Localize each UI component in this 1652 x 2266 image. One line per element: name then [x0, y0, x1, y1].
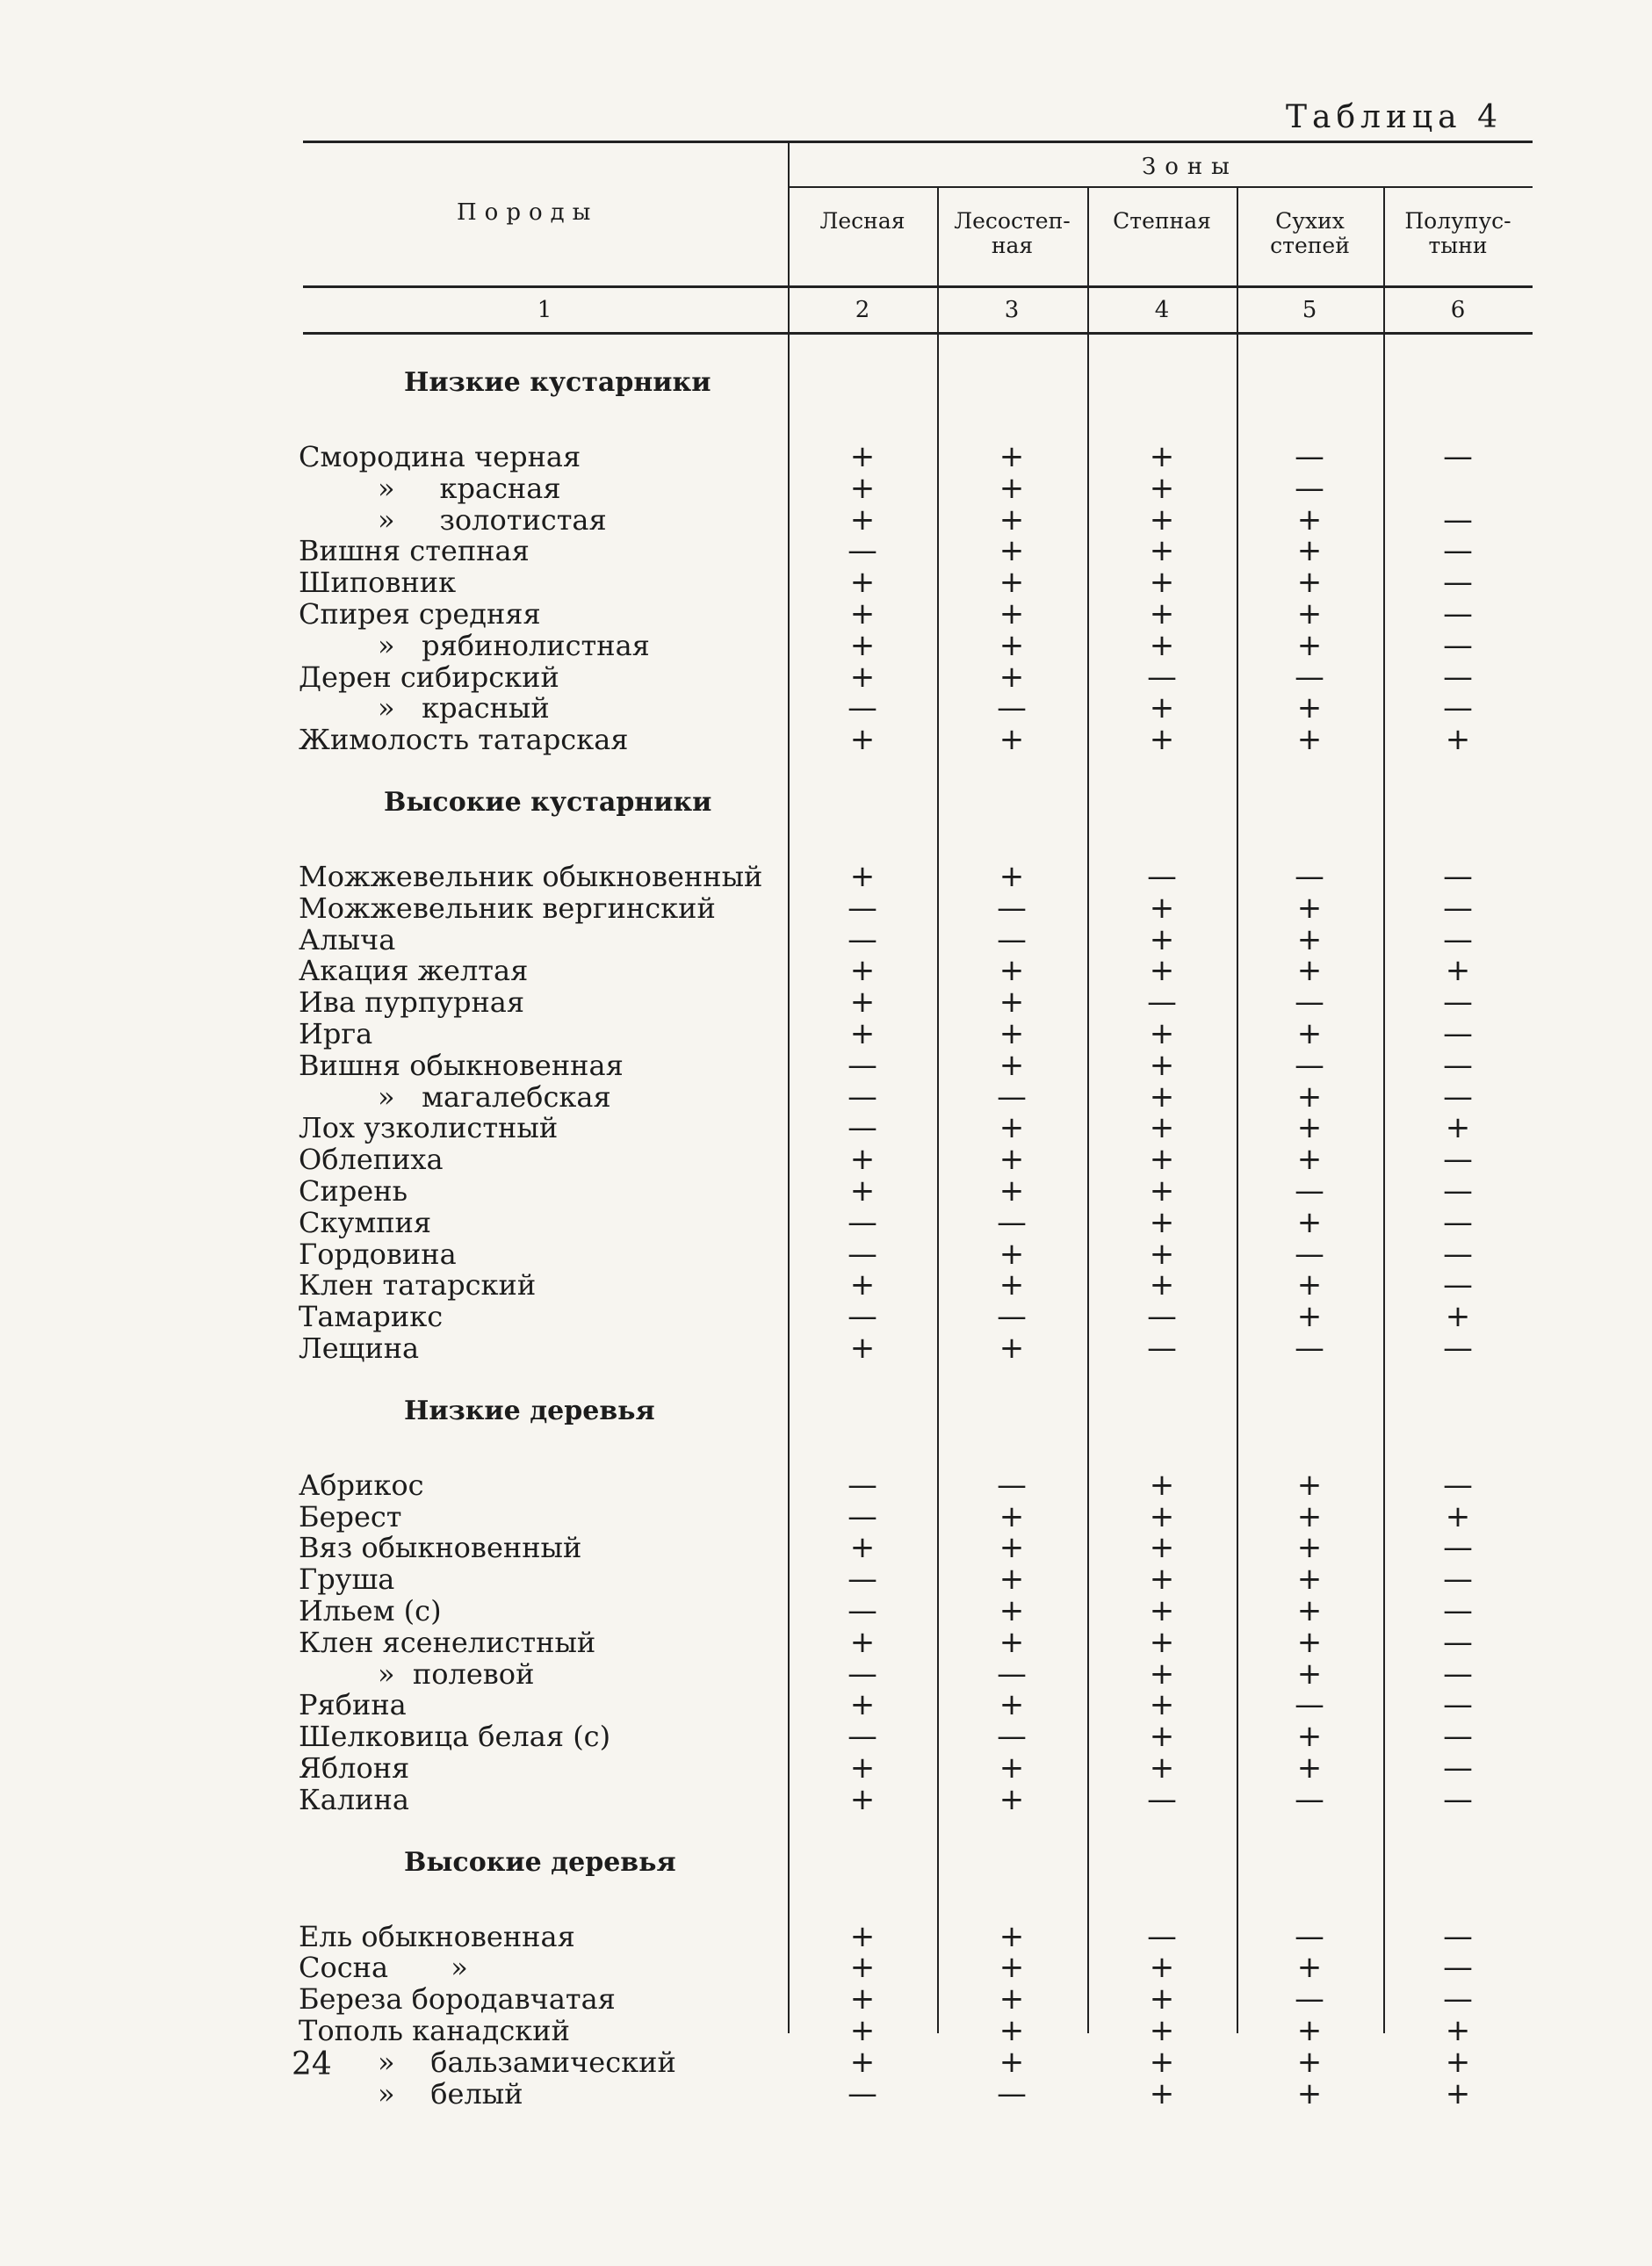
- presence-mark: +: [849, 985, 876, 1021]
- absence-mark: —: [1443, 1079, 1473, 1115]
- presence-mark: +: [1296, 2013, 1323, 2048]
- presence-mark: +: [1296, 1950, 1323, 1986]
- species-name: Шелковица белая (с): [299, 1720, 611, 1754]
- presence-mark: +: [1445, 1299, 1471, 1335]
- species-name: » белый: [378, 2076, 523, 2111]
- absence-mark: —: [1443, 1047, 1473, 1083]
- absence-mark: —: [1295, 1047, 1324, 1083]
- presence-mark: +: [1445, 2044, 1471, 2080]
- absence-mark: —: [1147, 859, 1177, 894]
- presence-mark: +: [1149, 533, 1175, 569]
- species-name: Можжевельник обыкновенный: [299, 860, 763, 893]
- presence-mark: +: [1296, 502, 1323, 538]
- presence-mark: +: [1149, 953, 1175, 989]
- species-name: Яблоня: [299, 1751, 410, 1785]
- presence-mark: +: [849, 1918, 876, 1954]
- absence-mark: —: [1443, 533, 1473, 569]
- presence-mark: +: [1149, 1750, 1175, 1786]
- presence-mark: +: [1296, 690, 1323, 726]
- presence-mark: +: [1296, 1719, 1323, 1755]
- species-name: Берест: [299, 1499, 402, 1534]
- presence-mark: +: [1149, 1530, 1175, 1566]
- presence-mark: +: [1149, 470, 1175, 506]
- presence-mark: +: [999, 1781, 1025, 1817]
- species-name: » полевой: [378, 1656, 535, 1691]
- column-divider: [1087, 334, 1089, 2033]
- absence-mark: —: [848, 1236, 877, 1272]
- absence-mark: —: [1443, 565, 1473, 601]
- presence-mark: +: [1149, 1173, 1175, 1209]
- species-name: Гордовина: [299, 1237, 457, 1271]
- section-title: Низкие деревья: [404, 1395, 655, 1426]
- presence-mark: +: [1149, 2044, 1175, 2080]
- species-name: » магалебская: [378, 1079, 611, 1114]
- absence-mark: —: [1295, 985, 1324, 1021]
- absence-mark: —: [1443, 596, 1473, 631]
- species-name: Груша: [299, 1562, 395, 1597]
- zone-header-4: Сухих степей: [1270, 208, 1350, 258]
- presence-mark: +: [849, 470, 876, 506]
- absence-mark: —: [1295, 659, 1324, 695]
- absence-mark: —: [1443, 1236, 1473, 1272]
- absence-mark: —: [1443, 1562, 1473, 1598]
- absence-mark: —: [1443, 1624, 1473, 1660]
- page-number: 24: [292, 2046, 332, 2082]
- absence-mark: —: [848, 1498, 877, 1534]
- column-divider: [1383, 334, 1385, 2033]
- absence-mark: —: [1295, 1687, 1324, 1723]
- species-name: Береза бородавчатая: [299, 1982, 616, 2017]
- presence-mark: +: [999, 565, 1025, 601]
- presence-mark: +: [849, 1267, 876, 1303]
- species-name: Ирга: [299, 1017, 373, 1050]
- species-name: Скумпия: [299, 1205, 432, 1239]
- presence-mark: +: [1296, 1467, 1323, 1503]
- presence-mark: +: [849, 1142, 876, 1178]
- presence-mark: +: [999, 1267, 1025, 1303]
- presence-mark: +: [849, 565, 876, 601]
- presence-mark: +: [1296, 1656, 1323, 1692]
- column-number: 3: [1004, 297, 1020, 323]
- absence-mark: —: [1443, 1593, 1473, 1628]
- column-divider: [937, 334, 939, 2033]
- absence-mark: —: [1443, 1950, 1473, 1986]
- species-name: Тамарикс: [299, 1300, 444, 1334]
- species-name: » золотистая: [378, 502, 607, 537]
- presence-mark: +: [999, 596, 1025, 631]
- species-name: Спирея средняя: [299, 597, 541, 631]
- absence-mark: —: [1443, 985, 1473, 1021]
- presence-mark: +: [849, 1173, 876, 1209]
- presence-mark: +: [999, 1624, 1025, 1660]
- absence-mark: —: [1295, 1918, 1324, 1954]
- presence-mark: +: [1296, 1593, 1323, 1628]
- absence-mark: —: [848, 1656, 877, 1692]
- zone-header-3: Степная: [1113, 208, 1211, 234]
- presence-mark: +: [1296, 1498, 1323, 1534]
- zones-rule: [788, 186, 1533, 188]
- species-name: Абрикос: [299, 1468, 424, 1502]
- absence-mark: —: [1443, 1204, 1473, 1240]
- presence-mark: +: [1445, 722, 1471, 758]
- presence-mark: +: [1149, 627, 1175, 663]
- zone-header-2: Лесостеп- ная: [954, 208, 1071, 258]
- presence-mark: +: [999, 1142, 1025, 1178]
- column-number: 4: [1154, 297, 1170, 323]
- species-name: Вяз обыкновенный: [299, 1531, 582, 1565]
- presence-mark: +: [999, 985, 1025, 1021]
- absence-mark: —: [848, 1562, 877, 1598]
- absence-mark: —: [848, 533, 877, 569]
- presence-mark: +: [1445, 953, 1471, 989]
- table-caption: Таблица 4: [1286, 99, 1503, 135]
- absence-mark: —: [848, 1593, 877, 1628]
- presence-mark: +: [849, 722, 876, 758]
- presence-mark: +: [849, 1530, 876, 1566]
- presence-mark: +: [999, 1016, 1025, 1051]
- presence-mark: +: [999, 722, 1025, 758]
- presence-mark: +: [1296, 1204, 1323, 1240]
- presence-mark: +: [999, 1981, 1025, 2017]
- presence-mark: +: [1296, 953, 1323, 989]
- absence-mark: —: [997, 1656, 1027, 1692]
- zones-label: Зоны: [1142, 154, 1238, 180]
- presence-mark: +: [1149, 1687, 1175, 1723]
- absence-mark: —: [1443, 890, 1473, 926]
- absence-mark: —: [848, 690, 877, 726]
- presence-mark: +: [1296, 2044, 1323, 2080]
- presence-mark: +: [1296, 627, 1323, 663]
- presence-mark: +: [999, 439, 1025, 474]
- absence-mark: —: [848, 2075, 877, 2111]
- presence-mark: +: [1445, 2075, 1471, 2111]
- presence-mark: +: [999, 627, 1025, 663]
- absence-mark: —: [1443, 1918, 1473, 1954]
- presence-mark: +: [849, 1687, 876, 1723]
- absence-mark: —: [997, 890, 1027, 926]
- presence-mark: +: [849, 439, 876, 474]
- presence-mark: +: [1149, 1047, 1175, 1083]
- presence-mark: +: [849, 2044, 876, 2080]
- presence-mark: +: [1149, 565, 1175, 601]
- presence-mark: +: [1149, 1236, 1175, 1272]
- absence-mark: —: [1443, 1981, 1473, 2017]
- zone-header-1: Лесная: [819, 208, 905, 234]
- presence-mark: +: [1445, 1110, 1471, 1146]
- absence-mark: —: [1443, 1530, 1473, 1566]
- absence-mark: —: [848, 921, 877, 957]
- species-name: Тополь канадский: [299, 2014, 570, 2047]
- absence-mark: —: [997, 1719, 1027, 1755]
- presence-mark: +: [1149, 1204, 1175, 1240]
- presence-mark: +: [1296, 1750, 1323, 1786]
- species-name: Жимолость татарская: [299, 723, 629, 757]
- presence-mark: +: [1149, 1142, 1175, 1178]
- presence-mark: +: [1149, 1981, 1175, 2017]
- species-name: Рябина: [299, 1688, 407, 1722]
- column-divider: [788, 334, 790, 2033]
- absence-mark: —: [1147, 1781, 1177, 1817]
- presence-mark: +: [999, 2044, 1025, 2080]
- presence-mark: +: [1296, 2075, 1323, 2111]
- species-name: Клен ясенелистный: [299, 1625, 596, 1659]
- absence-mark: —: [1147, 1299, 1177, 1335]
- presence-mark: +: [1296, 533, 1323, 569]
- presence-mark: +: [999, 1950, 1025, 1986]
- numbers-bottom-rule: [303, 332, 1533, 335]
- absence-mark: —: [1443, 1173, 1473, 1209]
- presence-mark: +: [1296, 921, 1323, 957]
- species-name: » красный: [378, 691, 550, 725]
- presence-mark: +: [999, 2013, 1025, 2048]
- absence-mark: —: [1147, 985, 1177, 1021]
- presence-mark: +: [1296, 1079, 1323, 1115]
- species-name: Вишня степная: [299, 534, 530, 568]
- absence-mark: —: [848, 1047, 877, 1083]
- absence-mark: —: [1443, 502, 1473, 538]
- absence-mark: —: [1443, 439, 1473, 474]
- presence-mark: +: [1149, 502, 1175, 538]
- presence-mark: +: [849, 1016, 876, 1051]
- absence-mark: —: [848, 1299, 877, 1335]
- presence-mark: +: [849, 859, 876, 894]
- presence-mark: +: [1445, 2013, 1471, 2048]
- absence-mark: —: [1295, 470, 1324, 506]
- species-name: Лох узколистный: [299, 1111, 559, 1145]
- species-name: Лещина: [299, 1331, 420, 1365]
- species-name: » бальзамический: [378, 2045, 676, 2079]
- presence-mark: +: [1149, 1079, 1175, 1115]
- presence-mark: +: [1296, 1562, 1323, 1598]
- absence-mark: —: [1147, 659, 1177, 695]
- species-name: Акация желтая: [299, 954, 529, 988]
- presence-mark: +: [849, 1950, 876, 1986]
- presence-mark: +: [1296, 1530, 1323, 1566]
- presence-mark: +: [1149, 690, 1175, 726]
- presence-mark: +: [849, 627, 876, 663]
- absence-mark: —: [1295, 1331, 1324, 1366]
- species-name: Дерен сибирский: [299, 660, 559, 694]
- presence-mark: +: [1149, 596, 1175, 631]
- presence-mark: +: [999, 1530, 1025, 1566]
- presence-mark: +: [849, 596, 876, 631]
- presence-mark: +: [1149, 722, 1175, 758]
- section-title: Низкие кустарники: [404, 367, 711, 398]
- absence-mark: —: [848, 1719, 877, 1755]
- absence-mark: —: [1443, 1467, 1473, 1503]
- species-name: Калина: [299, 1782, 409, 1816]
- presence-mark: +: [849, 1981, 876, 2017]
- presence-mark: +: [999, 1498, 1025, 1534]
- presence-mark: +: [1149, 1719, 1175, 1755]
- presence-mark: +: [1296, 1110, 1323, 1146]
- absence-mark: —: [997, 1204, 1027, 1240]
- absence-mark: —: [1147, 1331, 1177, 1366]
- presence-mark: +: [999, 1331, 1025, 1366]
- absence-mark: —: [1443, 859, 1473, 894]
- presence-mark: +: [1149, 1267, 1175, 1303]
- absence-mark: —: [997, 921, 1027, 957]
- presence-mark: +: [999, 1110, 1025, 1146]
- presence-mark: +: [1296, 722, 1323, 758]
- column-divider: [1237, 334, 1238, 2033]
- presence-mark: +: [849, 2013, 876, 2048]
- absence-mark: —: [1295, 859, 1324, 894]
- column-number: 2: [855, 297, 870, 323]
- presence-mark: +: [1445, 1498, 1471, 1534]
- absence-mark: —: [1295, 1781, 1324, 1817]
- presence-mark: +: [849, 502, 876, 538]
- presence-mark: +: [1296, 1624, 1323, 1660]
- presence-mark: +: [1149, 1498, 1175, 1534]
- zone-header-5: Полупус- тыни: [1404, 208, 1511, 258]
- presence-mark: +: [849, 1624, 876, 1660]
- absence-mark: —: [997, 2075, 1027, 2111]
- absence-mark: —: [1443, 1656, 1473, 1692]
- absence-mark: —: [1443, 1267, 1473, 1303]
- absence-mark: —: [848, 1079, 877, 1115]
- presence-mark: +: [999, 659, 1025, 695]
- presence-mark: +: [1296, 1299, 1323, 1335]
- presence-mark: +: [999, 1562, 1025, 1598]
- absence-mark: —: [1295, 1236, 1324, 1272]
- presence-mark: +: [999, 502, 1025, 538]
- species-name: Ель обыкновенная: [299, 1919, 575, 1953]
- absence-mark: —: [1443, 1016, 1473, 1051]
- species-name: Ильем (с): [299, 1594, 442, 1627]
- presence-mark: +: [999, 953, 1025, 989]
- presence-mark: +: [999, 1593, 1025, 1628]
- absence-mark: —: [1443, 1750, 1473, 1786]
- presence-mark: +: [999, 1047, 1025, 1083]
- species-name: Клен татарский: [299, 1268, 537, 1303]
- absence-mark: —: [1295, 1173, 1324, 1209]
- header-bottom-rule: [303, 285, 1533, 288]
- presence-mark: +: [1296, 596, 1323, 631]
- absence-mark: —: [1295, 439, 1324, 474]
- column-number: 1: [537, 297, 552, 323]
- absence-mark: —: [1443, 1719, 1473, 1755]
- species-name: Сирень: [299, 1174, 408, 1208]
- presence-mark: +: [999, 1236, 1025, 1272]
- presence-mark: +: [999, 1918, 1025, 1954]
- presence-mark: +: [1296, 1267, 1323, 1303]
- species-column-label: Породы: [457, 199, 599, 226]
- absence-mark: —: [848, 1110, 877, 1146]
- absence-mark: —: [997, 1467, 1027, 1503]
- presence-mark: +: [849, 1781, 876, 1817]
- presence-mark: +: [849, 1750, 876, 1786]
- presence-mark: +: [999, 1750, 1025, 1786]
- species-name: Облепиха: [299, 1143, 444, 1177]
- presence-mark: +: [849, 1331, 876, 1366]
- presence-mark: +: [999, 859, 1025, 894]
- presence-mark: +: [1149, 921, 1175, 957]
- species-name: » красная: [378, 471, 561, 505]
- presence-mark: +: [849, 953, 876, 989]
- absence-mark: —: [1443, 1142, 1473, 1178]
- absence-mark: —: [1295, 1981, 1324, 2017]
- presence-mark: +: [1149, 1950, 1175, 1986]
- species-name: Можжевельник вергинский: [299, 891, 716, 925]
- presence-mark: +: [1296, 565, 1323, 601]
- absence-mark: —: [848, 1204, 877, 1240]
- presence-mark: +: [1149, 1467, 1175, 1503]
- species-name: Вишня обыкновенная: [299, 1048, 624, 1082]
- column-number: 6: [1450, 297, 1466, 323]
- absence-mark: —: [1443, 921, 1473, 957]
- absence-mark: —: [997, 1079, 1027, 1115]
- presence-mark: +: [999, 1173, 1025, 1209]
- absence-mark: —: [1147, 1918, 1177, 1954]
- presence-mark: +: [1149, 2013, 1175, 2048]
- absence-mark: —: [1443, 627, 1473, 663]
- species-name: Смородина черная: [299, 440, 581, 473]
- presence-mark: +: [999, 470, 1025, 506]
- section-title: Высокие деревья: [404, 1846, 676, 1878]
- section-title: Высокие кустарники: [384, 787, 712, 818]
- absence-mark: —: [1443, 690, 1473, 726]
- species-name: Сосна »: [299, 1951, 468, 1985]
- presence-mark: +: [1149, 439, 1175, 474]
- presence-mark: +: [999, 533, 1025, 569]
- presence-mark: +: [1149, 1656, 1175, 1692]
- species-name: Алыча: [299, 922, 396, 956]
- presence-mark: +: [1296, 1016, 1323, 1051]
- presence-mark: +: [999, 1687, 1025, 1723]
- presence-mark: +: [1149, 1016, 1175, 1051]
- absence-mark: —: [1443, 1331, 1473, 1366]
- presence-mark: +: [1149, 1110, 1175, 1146]
- absence-mark: —: [1443, 659, 1473, 695]
- species-name: Ива пурпурная: [299, 985, 525, 1020]
- absence-mark: —: [997, 690, 1027, 726]
- presence-mark: +: [1149, 1593, 1175, 1628]
- absence-mark: —: [997, 1299, 1027, 1335]
- table-top-rule: [303, 141, 1533, 143]
- presence-mark: +: [1149, 2075, 1175, 2111]
- presence-mark: +: [1296, 890, 1323, 926]
- absence-mark: —: [848, 1467, 877, 1503]
- presence-mark: +: [1149, 1624, 1175, 1660]
- absence-mark: —: [1443, 1781, 1473, 1817]
- species-name: » рябинолистная: [378, 628, 650, 662]
- species-name: Шиповник: [299, 566, 457, 600]
- presence-mark: +: [849, 659, 876, 695]
- presence-mark: +: [1149, 890, 1175, 926]
- absence-mark: —: [848, 890, 877, 926]
- absence-mark: —: [1443, 1687, 1473, 1723]
- header-divider-main: [788, 142, 790, 332]
- presence-mark: +: [1149, 1562, 1175, 1598]
- column-number: 5: [1302, 297, 1317, 323]
- presence-mark: +: [1296, 1142, 1323, 1178]
